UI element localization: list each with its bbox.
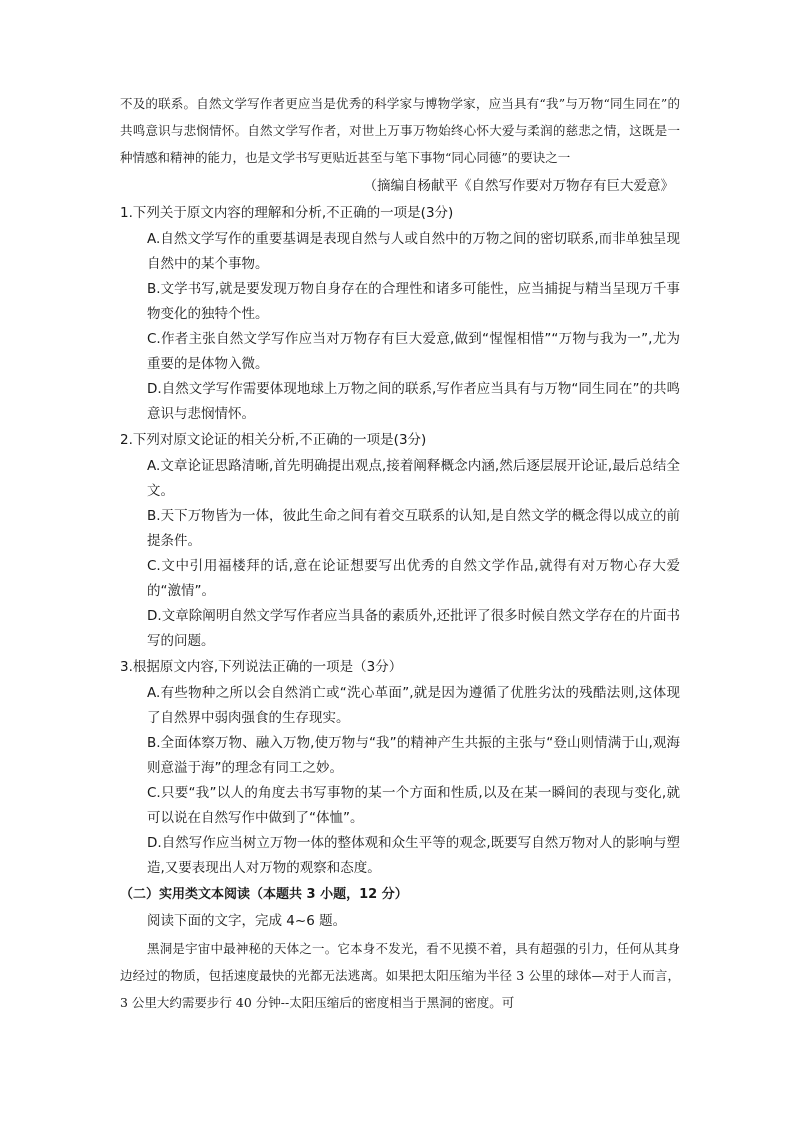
question-2 — [120, 427, 680, 654]
option-a: A.有些物种之所以会自然消亡或“洗心革面”,就是因为遵循了优胜劣汰的残酷法则,这体现了自然界中弱肉强食的生存现实。 — [147, 685, 680, 726]
option-b: B.全面体察万物、融入万物,使万物与“我”的精神产生共振的主张与“登山则情满于山,观海则意溢于海”的理念有同工之妙。 — [147, 735, 680, 776]
passage-tail: 不及的联系。自然文学写作者更应当是优秀的科学家与博物学家，应当具有“我”与万物“同生同在”的共鸣意识与悲悯情怀。自然文学写作者，对世上万事万物始终心怀大爱与柔润的慈悲之情，这既是一种情感和精神的能力，也是文学书写更贴近甚至与笔下事物“同心同德”的要诀之一 — [120, 96, 680, 165]
section-body: 黑洞是宇宙中最神秘的天体之一。它本身不发光，看不见摸不着，具有超强的引力，任何从其身边经过的物质，包括速度最快的光都无法逃离。如果把太阳压缩为半径 3 公里的球体—对于人而言，3 公里大约需要步行 40 分钟--太阳压缩后的密度相当于黑洞的密度。可 — [120, 941, 680, 1010]
option-a: A.自然文学写作的重要基调是表现自然与人或自然中的万物之间的密切联系,而非单独呈现自然中的某个事物。 — [147, 231, 680, 272]
section-title: （二）实用类文本阅读（本题共 3 小题，12 分） — [120, 887, 408, 902]
section-2 — [120, 881, 680, 1016]
option-a: A.文章论证思路清晰,首先明确提出观点,接着阐释概念内涵,然后逐层展开论证,最后总结全文。 — [147, 458, 680, 499]
option-c: C.文中引用福楼拜的话,意在论证想要写出优秀的自然文学作品,就得有对万物心存大爱的“激情”。 — [147, 558, 680, 599]
question-1 — [120, 200, 680, 427]
exam-page — [120, 90, 680, 1016]
option-d: D.文章除阐明自然文学写作者应当具备的素质外,还批评了很多时候自然文学存在的片面书写的问题。 — [147, 608, 680, 649]
option-c: C.只要“我”以人的角度去书写事物的某一个方面和性质,以及在某一瞬间的表现与变化,就可以说在自然写作中做到了“体恤”。 — [147, 785, 680, 826]
option-d: D.自然文学写作需要体现地球上万物之间的联系,写作者应当具有与万物“同生同在”的共鸣意识与悲悯情怀。 — [147, 381, 680, 422]
option-d: D.自然写作应当树立万物一体的整体观和众生平等的观念,既要写自然万物对人的影响与塑造,又要表现出人对万物的观察和态度。 — [147, 835, 680, 876]
question-stem: 2.下列对原文论证的相关分析,不正确的一项是(3分) — [120, 432, 427, 448]
question-3 — [120, 654, 680, 881]
question-stem: 1.下列关于原文内容的理解和分析,不正确的一项是(3分) — [120, 205, 454, 221]
option-b: B.文学书写,就是要发现万物自身存在的合理性和诸多可能性，应当捕捉与精当呈现万千事物变化的独特个性。 — [147, 281, 680, 322]
question-stem: 3.根据原文内容,下列说法正确的一项是（3分） — [120, 659, 403, 675]
passage-source: （摘编自杨献平《自然写作要对万物存有巨大爱意》 — [363, 178, 674, 194]
option-b: B.天下万物皆为一体，彼此生命之间有着交互联系的认知,是自然文学的概念得以成立的前提条件。 — [147, 508, 680, 549]
option-c: C.作者主张自然文学写作应当对万物存有巨大爱意,做到“惺惺相惜”“万物与我为一”,尤为重要的是体物入微。 — [147, 331, 680, 372]
section-intro: 阅读下面的文字，完成 4~6 题。 — [147, 913, 347, 929]
